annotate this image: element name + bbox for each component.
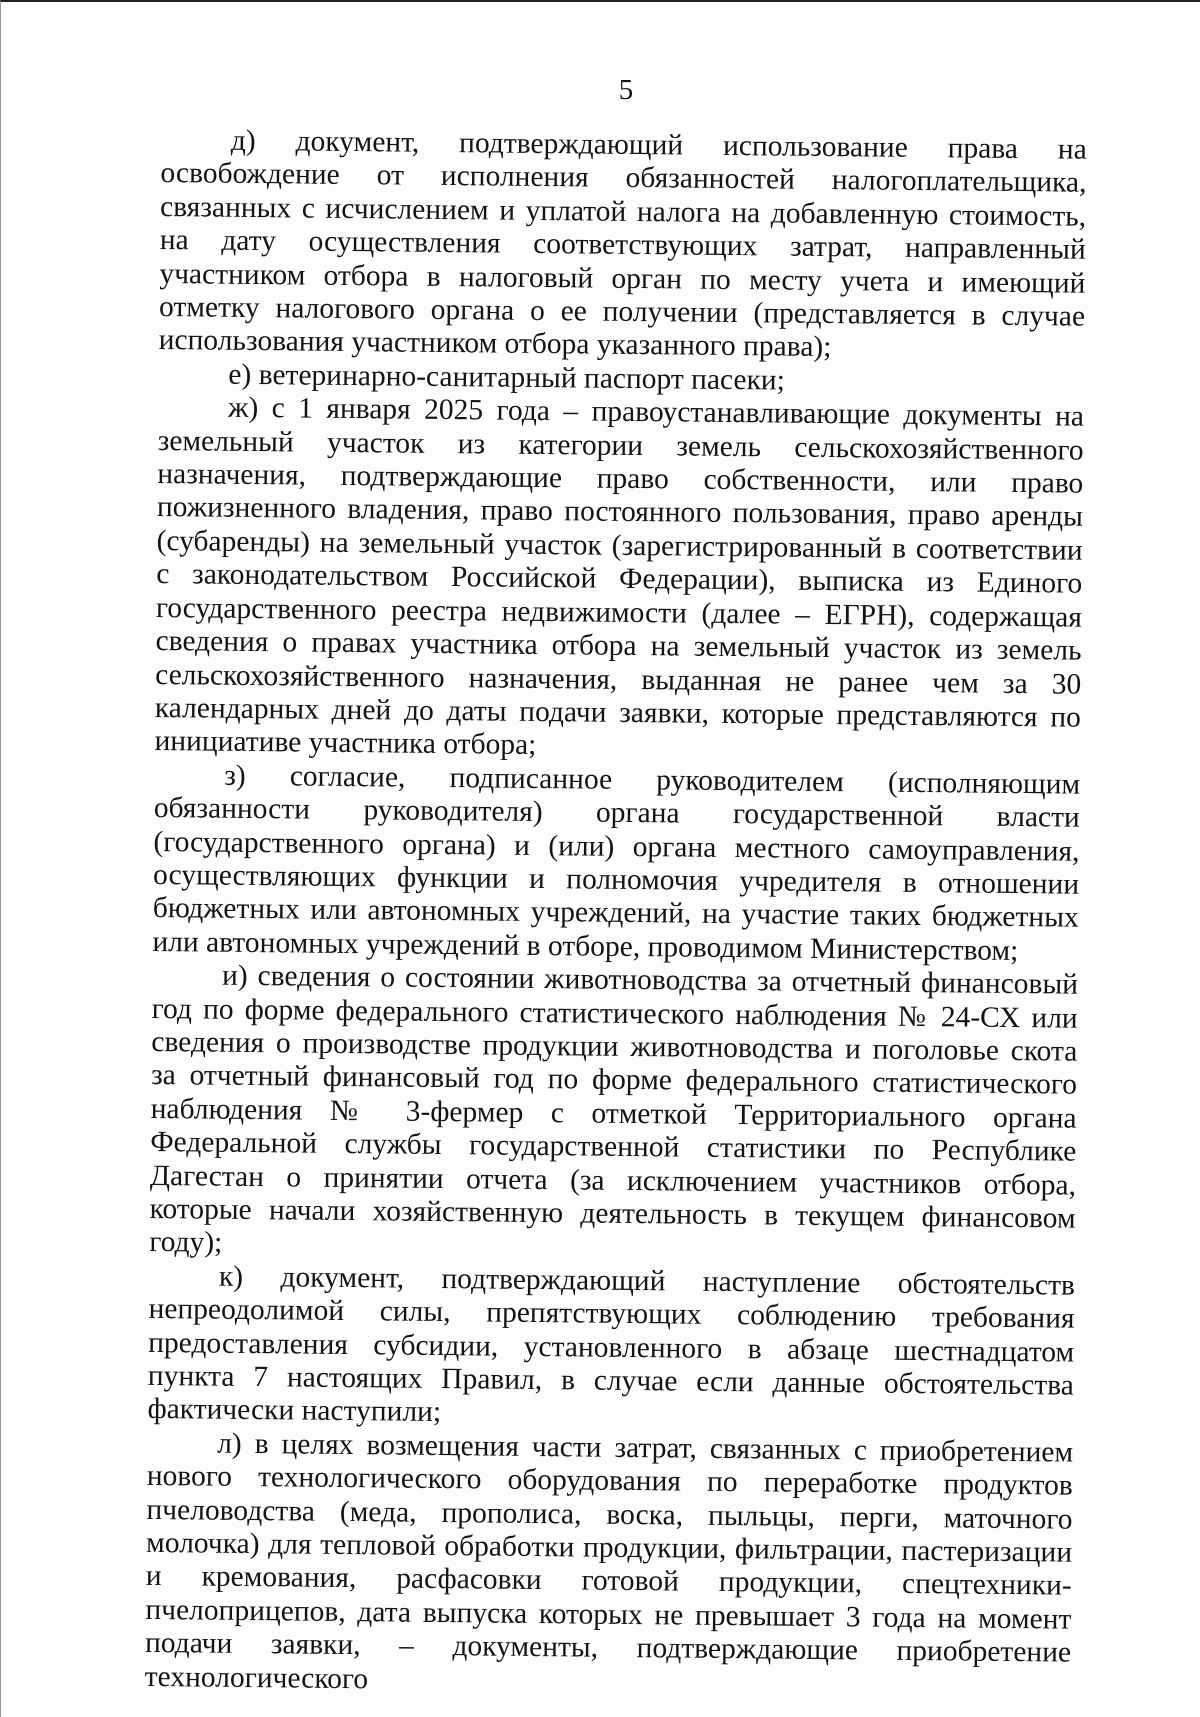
paragraph-i: и) сведения о состоянии животноводства за отчетный финансовый год по форме федерального статистического наблюдения № 24-СХ или сведения о производстве продукции животноводства и поголовье скота за отчетный финансовый год по форме федерального статистического наблюдения № 3-фермер с отметкой Территориального органа Федеральной службы государственной статистики по Республике Дагестан о принятии отчета (за исключением участников отбора, которые начали хозяйственную деятельность в текущем финансовом году); <box>149 959 1079 1260</box>
paragraph-e: е) ветеринарно-санитарный паспорт пасеки; <box>228 358 786 397</box>
paragraph-k: к) документ, подтверждающий наступление обстоятельств непреодолимой силы, препятствующих соблюдению требования предоставления субсидии, установленного в абзаце шестнадцатом пункта 7 настоящих Правил, в случае если данные обстоятельства фактически наступили; <box>147 1260 1076 1429</box>
paragraph-d: д) документ, подтверждающий использование права на освобождение от исполнения обязанностей налогоплательщика, связанных с исчислением и уплатой налога на добавленную стоимость, на дату осуществления соответствующих затрат, направленный участником отбора в налоговый орган по месту учета и имеющий отметку налогового органа о ее получении (представляется в случае использования участником отбора указанного права); <box>158 124 1087 364</box>
paragraph-zh: ж) с 1 января 2025 года – правоустанавливающие документы на земельный участок из категории земель сельскохозяйственного назначения, подтверждающие право собственности, или право пожизненного владения, право постоянного пользования, право аренды (субаренды) на земельный участок (зарегистрированный в соответствии с законодательством Российской Федерации), выписка из Единого государственного реестра недвижимости (далее – ЕГРН), содержащая сведения о правах участника отбора на земельный участок из земель сельскохозяйственного назначения, выданная не ранее чем за 30 календарных дней до даты подачи заявки, которые представляются по инициативе участника отбора; <box>154 391 1085 762</box>
page-number: 5 <box>618 74 634 106</box>
document-body <box>145 124 1087 1704</box>
paragraph-z: з) согласие, подписанное руководителем (исполняющим обязанности руководителя) органа государственной власти (государственного органа) и (или) органа местного самоуправления, осуществляющих функции и полномочия учредителя в отношении бюджетных или автономных учреждений, на участие таких бюджетных или автономных учреждений в отборе, проводимом Министерством; <box>152 759 1081 967</box>
paragraph-l: л) в целях возмещения части затрат, связанных с приобретением нового технологического оборудования по переработке продуктов пчеловодства (меда, прополиса, воска, пыльцы, перги, маточного молочка) для тепловой обработки продукции, фильтрации, пастеризации и кремования, расфасовки готовой продукции, спецтехники-пчелоприцепов, дата выпуска которых не превышает 3 года на момент подачи заявки, – документы, подтверждающие приобретение технологического <box>144 1427 1074 1695</box>
